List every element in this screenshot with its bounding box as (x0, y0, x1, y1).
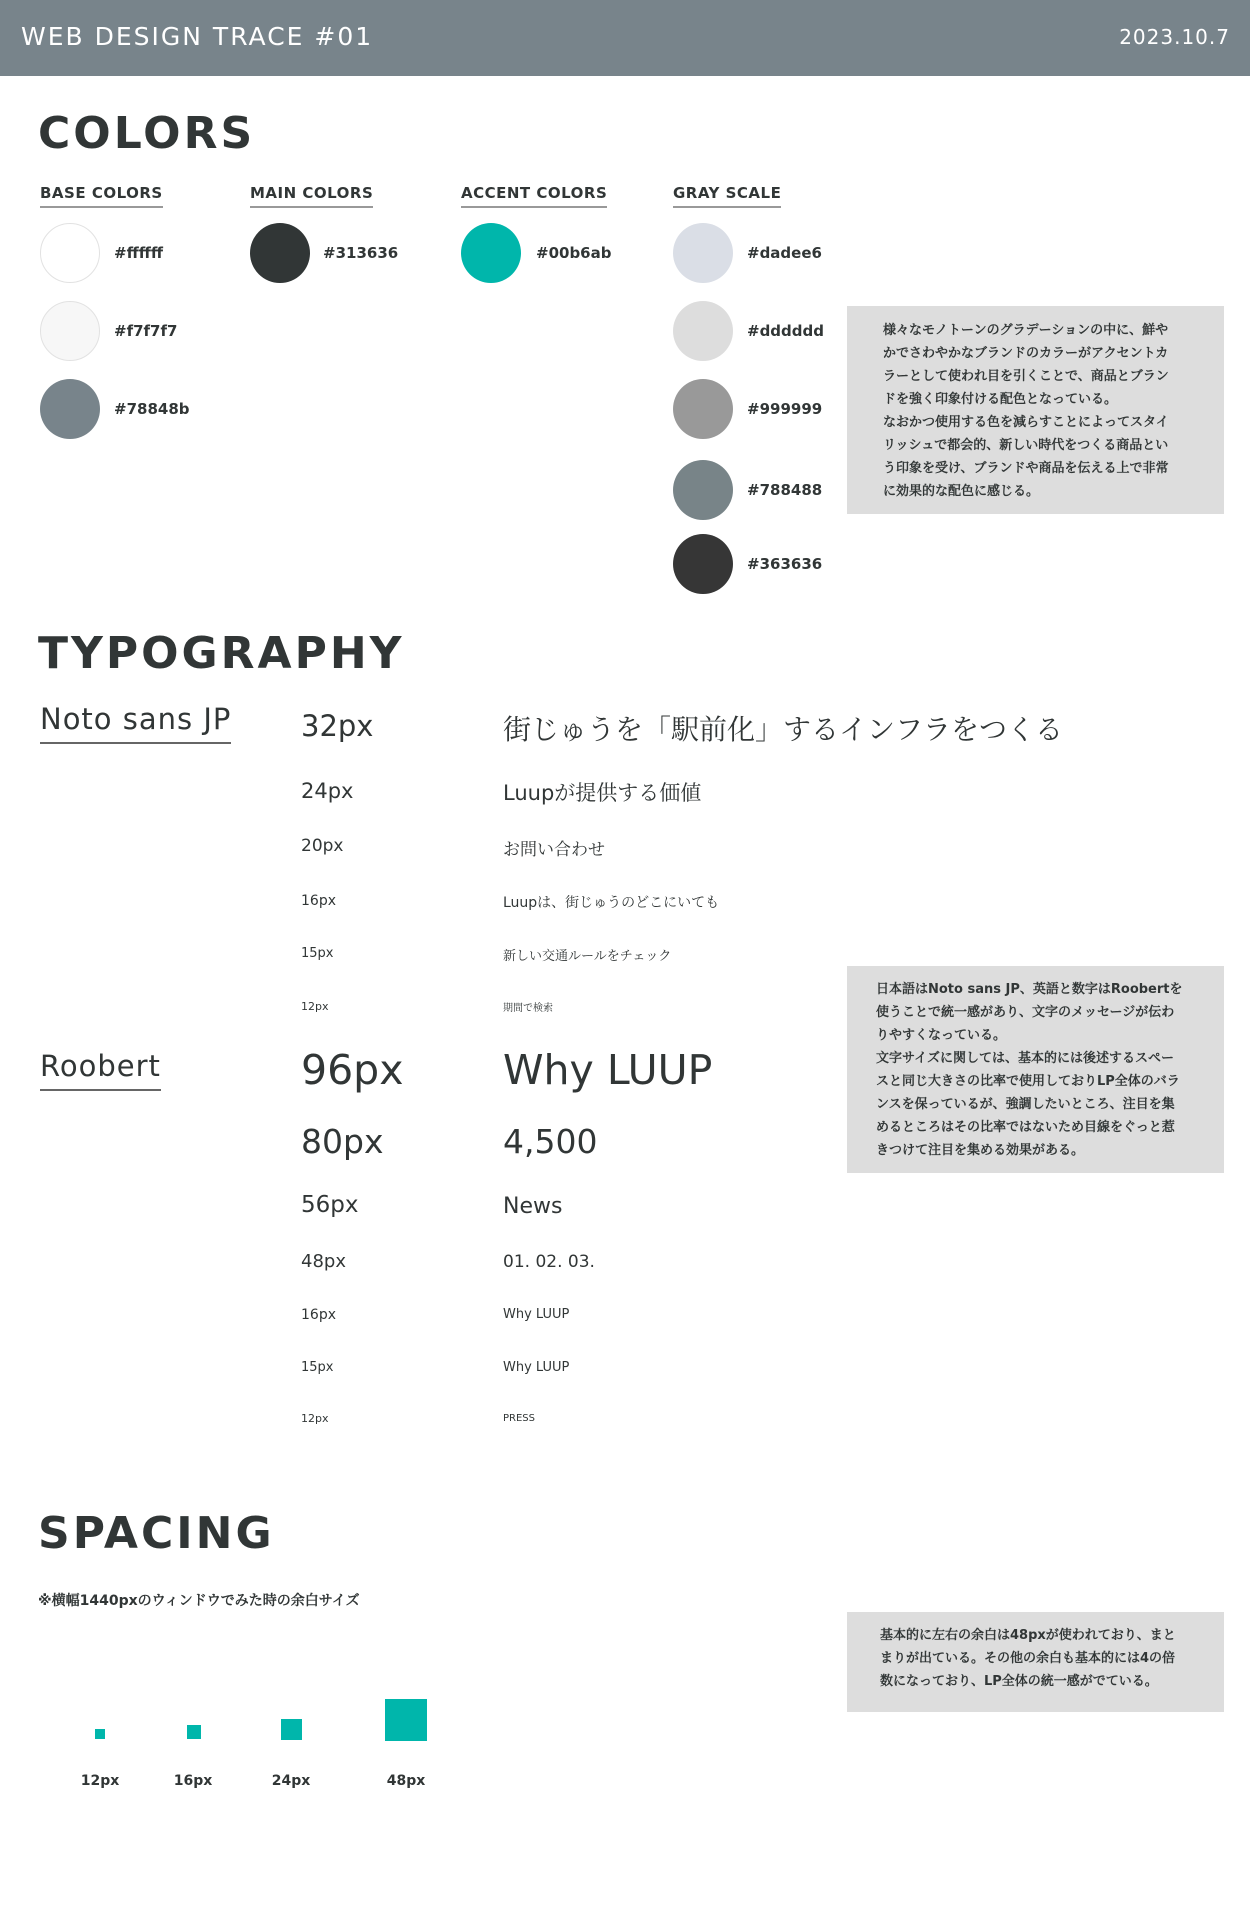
font-sample-text: 4,500 (503, 1122, 598, 1161)
note-line: う印象を受け、ブランドや商品を伝える上で非常 (883, 461, 1169, 476)
gray-scale-label: GRAY SCALE (673, 184, 781, 208)
color-hex-label: #313636 (323, 244, 399, 262)
color-hex-label: #f7f7f7 (114, 322, 178, 340)
color-hex-label: #999999 (747, 400, 823, 418)
colors-section-title: COLORS (38, 108, 256, 159)
font-sample-text: お問い合わせ (503, 840, 605, 860)
color-swatch-ffffff (40, 223, 100, 283)
spacing-section-title: SPACING (38, 1508, 275, 1559)
color-hex-label: #78848b (114, 400, 190, 418)
page-date: 2023.10.7 (1119, 25, 1230, 49)
font-size-label: 56px (301, 1192, 359, 1218)
color-hex-label: #00b6ab (536, 244, 612, 262)
font-sample-text: 新しい交通ルールをチェック (503, 949, 672, 964)
color-swatch-dadee6 (673, 223, 733, 283)
note-line: リッシュで都会的、新しい時代をつくる商品とい (883, 438, 1169, 453)
font-size-label: 96px (301, 1046, 404, 1094)
color-swatch-00b6ab (461, 223, 521, 283)
base-colors-label: BASE COLORS (40, 184, 163, 208)
font-sample-text: News (503, 1194, 563, 1219)
font-sample-text: Why LUUP (503, 1360, 570, 1375)
font-sample-text: PRESS (503, 1413, 535, 1424)
font-size-label: 24px (301, 779, 354, 803)
note-line: 様々なモノトーンのグラデーションの中に、鮮や (883, 323, 1169, 338)
font-size-label: 16px (301, 1307, 336, 1323)
font-size-label: 16px (301, 893, 336, 909)
note-line: まりが出ている。その他の余白も基本的には4の倍 (880, 1651, 1176, 1666)
color-swatch-dddddd (673, 301, 733, 361)
font-size-label: 48px (301, 1251, 346, 1272)
font-size-label: 12px (301, 1412, 329, 1425)
font-sample-text: Luupは、街じゅうのどこにいても (503, 895, 720, 911)
color-hex-label: #788488 (747, 481, 823, 499)
typography-section-title: TYPOGRAPHY (38, 628, 405, 679)
font-size-label: 32px (301, 709, 374, 743)
font-size-label: 20px (301, 836, 344, 856)
font-sample-text: 街じゅうを「駅前化」するインフラをつくる (503, 713, 1064, 746)
note-line: 数になっており、LP全体の統一感がでている。 (880, 1674, 1158, 1689)
font-sample-text: Why LUUP (503, 1307, 570, 1322)
typography-note (847, 966, 1224, 1173)
note-line: りやすくなっている。 (876, 1028, 1007, 1043)
note-line: 使うことで統一感があり、文字のメッセージが伝わ (876, 1005, 1175, 1020)
spacing-note (847, 1612, 1224, 1712)
font-size-label: 80px (301, 1122, 384, 1161)
note-line: ンスを保っているが、強調したいところ、注目を集 (876, 1097, 1175, 1112)
spacing-box-48px (385, 1699, 427, 1741)
spacing-label: 16px (173, 1773, 213, 1789)
note-line: 日本語はNoto sans JP、英語と数字はRoobertを (876, 982, 1183, 997)
font-name-roobert: Roobert (40, 1049, 161, 1091)
spacing-label: 24px (271, 1773, 311, 1789)
note-line: なおかつ使用する色を減らすことによってスタイ (883, 415, 1169, 430)
font-size-label: 12px (301, 1000, 329, 1013)
font-sample-text: 期間で検索 (503, 1003, 553, 1014)
font-sample-text: Why LUUP (503, 1046, 713, 1094)
spacing-box-12px (95, 1729, 105, 1739)
color-swatch-999999 (673, 379, 733, 439)
note-line: スと同じ大きさの比率で使用しておりLP全体のバラ (876, 1074, 1180, 1089)
color-swatch-78848b (40, 379, 100, 439)
accent-colors-label: ACCENT COLORS (461, 184, 607, 208)
colors-note (847, 306, 1224, 514)
color-swatch-f7f7f7 (40, 301, 100, 361)
color-swatch-313636 (250, 223, 310, 283)
page-header (0, 0, 1250, 76)
color-hex-label: #ffffff (114, 244, 164, 262)
color-hex-label: #dadee6 (747, 244, 822, 262)
page-title: WEB DESIGN TRACE #01 (21, 22, 374, 51)
color-hex-label: #dddddd (747, 322, 824, 340)
main-colors-label: MAIN COLORS (250, 184, 373, 208)
spacing-caption: ※横幅1440pxのウィンドウでみた時の余白サイズ (38, 1593, 360, 1609)
color-swatch-788488 (673, 460, 733, 520)
note-line: めるところはその比率ではないため目線をぐっと惹 (876, 1120, 1175, 1135)
spacing-label: 12px (80, 1773, 120, 1789)
spacing-label: 48px (386, 1773, 426, 1789)
note-line: かでさわやかなブランドのカラーがアクセントカ (883, 346, 1169, 361)
font-sample-text: Luupが提供する価値 (503, 781, 702, 805)
font-size-label: 15px (301, 1360, 334, 1375)
note-line: きつけて注目を集める効果がある。 (876, 1143, 1085, 1158)
color-swatch-363636 (673, 534, 733, 594)
note-line: ラーとして使われ目を引くことで、商品とブラン (883, 369, 1169, 384)
note-line: ドを強く印象付ける配色となっている。 (883, 392, 1118, 407)
font-sample-text: 01. 02. 03. (503, 1252, 595, 1272)
note-line: に効果的な配色に感じる。 (883, 484, 1040, 499)
color-hex-label: #363636 (747, 555, 823, 573)
note-line: 文字サイズに関しては、基本的には後述するスペー (876, 1051, 1174, 1066)
spacing-box-16px (187, 1725, 201, 1739)
font-size-label: 15px (301, 946, 334, 961)
font-name-noto-sans-jp: Noto sans JP (40, 702, 231, 744)
note-line: 基本的に左右の余白は48pxが使われており、まと (880, 1628, 1176, 1643)
spacing-box-24px (281, 1719, 302, 1740)
